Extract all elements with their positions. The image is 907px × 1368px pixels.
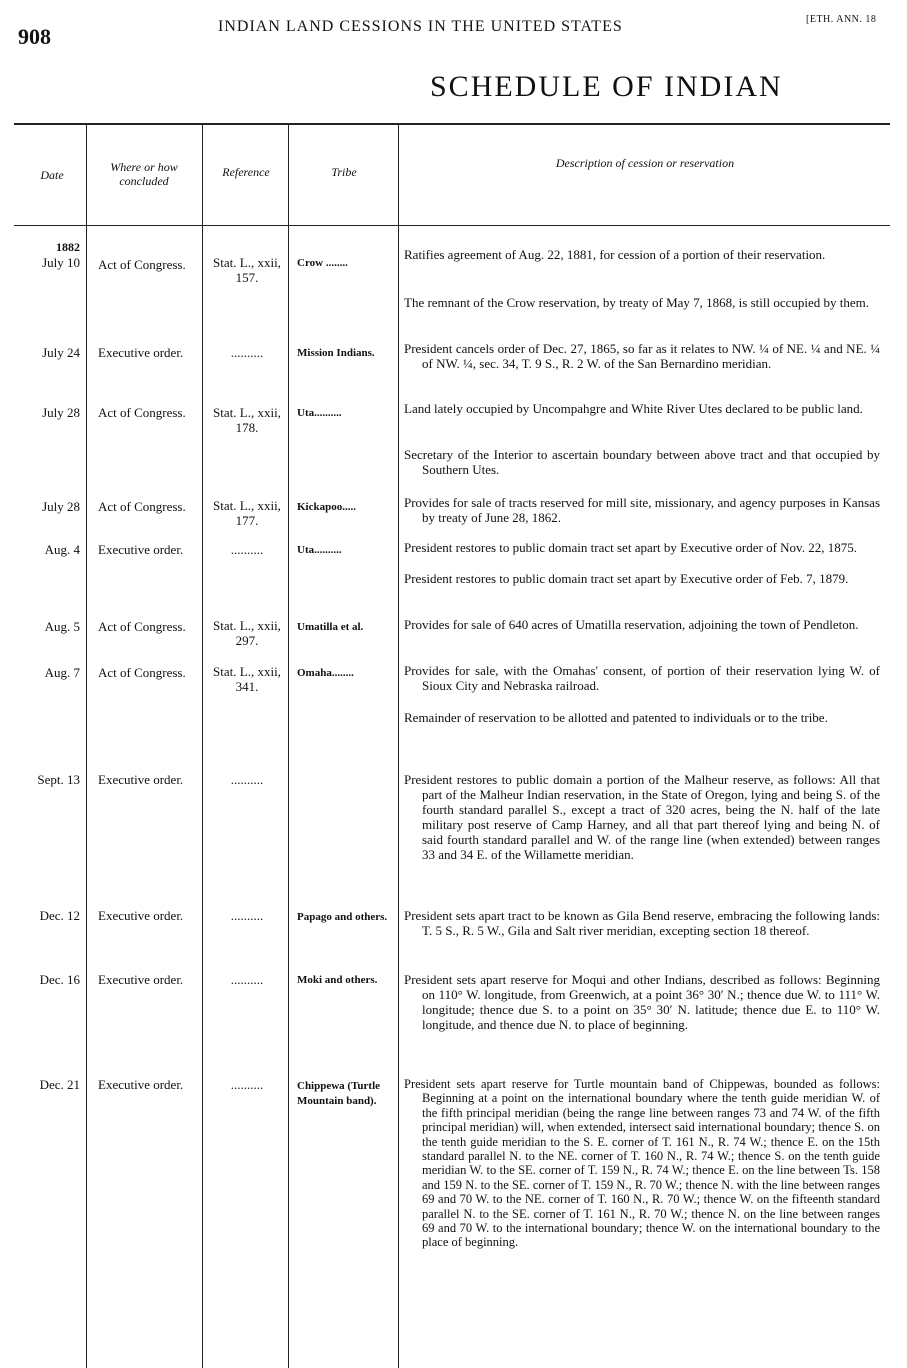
row-tribe: Uta.......... [297,407,342,419]
running-title: INDIAN LAND CESSIONS IN THE UNITED STATES [218,18,623,35]
row-reference: Stat. L., xxii, 297. [213,618,281,648]
row-where: Executive order. [98,772,184,787]
row-date: Dec. 12 [39,908,80,923]
row-date: Aug. 7 [44,665,80,680]
column-divider [288,124,289,1368]
row-tribe: Umatilla et al. [297,621,364,633]
row-description: Provides for sale of 640 acres of Umatilla reservation, adjoining the town of Pendleton. [404,617,859,632]
header-bottom-rule [14,225,890,226]
row-reference: .......... [230,542,264,557]
row-where: Act of Congress. [98,257,186,272]
row-tribe: Moki and others. [297,974,378,986]
row-where: Act of Congress. [98,405,186,420]
row-tribe: Chippewa (Turtle Mountain band). [297,1080,381,1107]
row-where: Executive order. [98,972,184,987]
column-header-where: Where or how concluded [110,160,178,188]
row-tribe: Kickapoo..... [297,501,356,513]
row-reference: Stat. L., xxii, 178. [213,405,281,435]
row-description: President sets apart tract to be known as Gila Bend reserve, embracing the following lands: T. 5 S., R. 5 W., Gila and Salt river meridian, excepting section 18 thereof. [404,908,880,938]
row-reference: Stat. L., xxii, 341. [213,664,281,694]
row-date: July 28 [42,499,80,514]
row-tribe: Uta.......... [297,544,342,556]
row-description: President restores to public domain a portion of the Malheur reserve, as follows: All that part of the Malheur Indian reservation, in the State of Oregon, lying and being S. of the fourth standard parallel S., except a tract of 320 acres, being the N. half of the late military post reserve of Camp Harney, and all that part thereof lying and being N. of said fourth standard parallel and W. of the range line (when extended) between ranges 33 and 34 E. of the Willamette meridian. [404,772,880,862]
row-description: Provides for sale of tracts reserved for mill site, missionary, and agency purposes in Kansas by treaty of June 28, 1862. [404,495,880,525]
row-where: Executive order. [98,345,184,360]
row-description-note: The remnant of the Crow reservation, by treaty of May 7, 1868, is still occupied by them. [404,295,869,310]
row-tribe: Papago and others. [297,911,388,923]
row-year: 1882 [56,240,80,254]
row-where: Executive order. [98,542,184,557]
row-description: Provides for sale, with the Omahas' consent, of portion of their reservation lying W. of Sioux City and Nebraska railroad. [404,663,880,693]
row-date: July 24 [42,345,80,360]
row-tribe: Crow ........ [297,257,348,269]
row-description: President sets apart reserve for Turtle mountain band of Chippewas, bounded as follows: Beginning at a point on the international boundary where the tenth guide meridian W. of the fifth principal meridian (being the range line between ranges 73 and 74 W. of the fifth principal meridian) will, when extended, intersect said international boundary; thence S. on the tenth guide meridian to the S. E. corner of T. 161 N., R. 74 W.; thence E. on the 15th standard parallel N. to the NE. corner of T. 160 N., R. 74 W.; thence S. on the tenth guide meridian W. to the SE. corner of T. 159 N., R. 74 W.; thence E. on the line between Ts. 158 and 159 N. to the SE. corner of T. 159 N., R. 70 W.; thence N. with the line between ranges 69 and 70 W. to the NE. corner of T. 160 N., R. 70 W.; thence W. on the fifteenth standard parallel N. to the SE. corner of T. 161 N., R. 70 W.; thence N. on the line between ranges 69 and 70 W. to the international boundary; thence W. on the international boundary to the place of beginning. [404,1077,880,1250]
table-top-rule [14,123,890,125]
page-number: 908 [18,24,51,49]
row-date: Dec. 21 [39,1077,80,1092]
row-reference: Stat. L., xxii, 177. [213,498,281,528]
row-description-note: Remainder of reservation to be allotted and patented to individuals or to the tribe. [404,710,828,725]
row-description: President restores to public domain tract set apart by Executive order of Nov. 22, 1875. [404,540,857,555]
row-description: President sets apart reserve for Moqui and other Indians, described as follows: Beginning on 110° W. longitude, from Greenwich, at a point 36° 30′ N.; thence due W. to 111° W. longitude; thence due S. to a point on 35° 30′ N. latitude; thence due E. to 110° W. longitude, and thence due N. to place of beginning. [404,972,880,1032]
schedule-title: SCHEDULE OF INDIAN [430,70,783,103]
row-where: Act of Congress. [98,499,186,514]
column-divider [202,124,203,1368]
row-reference: .......... [230,345,264,360]
row-where: Executive order. [98,1077,184,1092]
column-header-description: Description of cession or reservation [555,156,735,170]
row-where: Act of Congress. [98,619,186,634]
row-description: Land lately occupied by Uncompahgre and White River Utes declared to be public land. [404,401,863,416]
row-date: Aug. 4 [44,542,80,557]
column-divider [398,124,399,1368]
row-where: Executive order. [98,908,184,923]
row-description: President cancels order of Dec. 27, 1865, so far as it relates to NW. ¼ of NE. ¼ and NE. ¼ of NW. ¼, sec. 34, T. 9 S., R. 2 W. of the San Bernardino meridian. [404,341,880,371]
annual-report-label: [ETH. ANN. 18 [806,14,877,25]
row-where: Act of Congress. [98,665,186,680]
row-description-note: President restores to public domain tract set apart by Executive order of Feb. 7, 1879. [404,571,849,586]
row-reference: .......... [230,772,264,787]
row-date: Aug. 5 [44,619,80,634]
column-header-date: Date [40,168,64,182]
column-header-reference: Reference [222,165,270,179]
row-reference: .......... [230,972,264,987]
row-tribe: Omaha........ [297,667,354,679]
column-header-tribe: Tribe [331,165,357,179]
row-description: Ratifies agreement of Aug. 22, 1881, for cession of a portion of their reservation. [404,247,826,262]
row-reference: .......... [230,908,264,923]
column-divider [86,124,87,1368]
row-tribe: Mission Indians. [297,347,375,359]
row-reference: .......... [230,1077,264,1092]
row-description-note: Secretary of the Interior to ascertain boundary between above tract and that occupied by Southern Utes. [404,447,880,477]
row-date: 1882 July 10 [18,240,80,270]
row-date: Dec. 16 [39,972,80,987]
row-date: Sept. 13 [37,772,80,787]
row-date: July 28 [42,405,80,420]
row-reference: Stat. L., xxii, 157. [213,255,281,285]
